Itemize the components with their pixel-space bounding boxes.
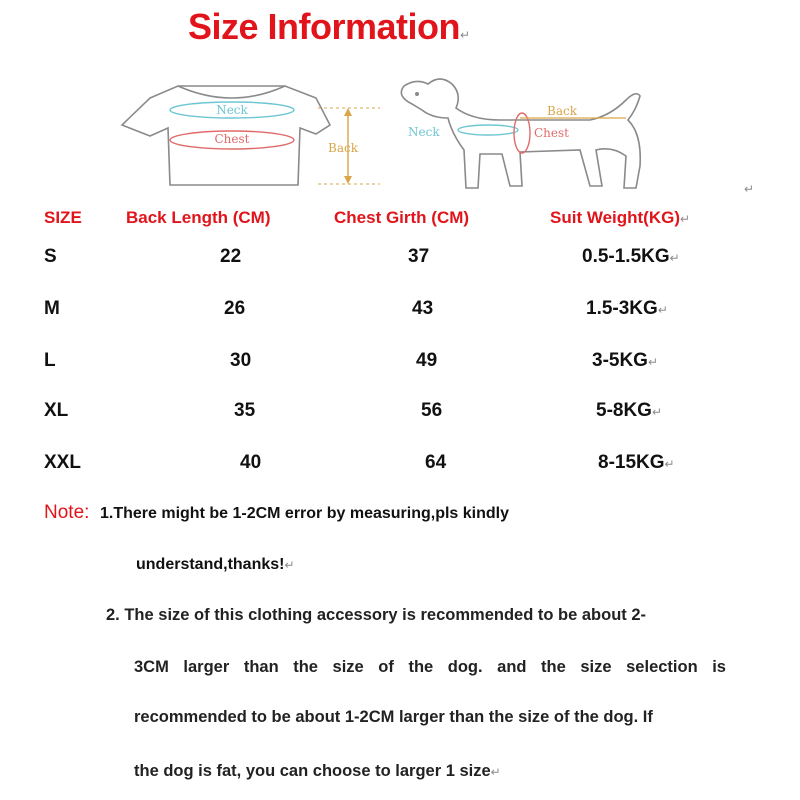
table-cell-chest: 49 (416, 350, 438, 371)
table-cell-weight: 0.5-1.5KG↵ (582, 246, 680, 267)
table-cell-back: 22 (220, 246, 242, 267)
dog-back-label: Back (547, 104, 577, 118)
shirt-back-label: Back (328, 141, 358, 155)
dog-chest-label: Chest (534, 126, 569, 140)
note-line-2a: 2. The size of this clothing accessory is recommended to be about 2- (106, 606, 647, 624)
page-title (188, 6, 470, 48)
header-chest-girth: Chest Girth (CM) (334, 208, 470, 227)
dog-chest-line (514, 113, 530, 153)
note-line-2c: recommended to be about 1-2CM larger than the size of the dog. If (134, 708, 653, 726)
note-line-1b: understand,thanks!↵ (136, 556, 295, 573)
dog-neck-line (458, 125, 518, 135)
dog-neck-label: Neck (408, 125, 440, 139)
table-cell-chest: 64 (425, 452, 447, 473)
table-cell-chest: 37 (408, 246, 430, 267)
table-cell-back: 26 (224, 298, 246, 319)
table-cell-size: XL (44, 400, 69, 421)
note-line-1: 1.There might be 1-2CM error by measuring,pls kindly (100, 505, 509, 522)
header-suit-weight: Suit Weight(KG)↵ (550, 208, 691, 227)
table-cell-weight: 1.5-3KG↵ (586, 298, 668, 319)
table-cell-chest: 43 (412, 298, 434, 319)
table-cell-back: 35 (234, 400, 256, 421)
table-cell-weight: 3-5KG↵ (592, 350, 659, 371)
shirt-neck-label: Neck (216, 103, 248, 117)
header-back-length: Back Length (CM) (126, 208, 271, 227)
table-cell-size: S (44, 246, 57, 267)
table-cell-size: XXL (44, 452, 81, 473)
measurement-diagram (0, 70, 800, 200)
table-cell-back: 40 (240, 452, 262, 473)
return-mark: ↵ (460, 28, 470, 42)
table-cell-size: L (44, 350, 56, 371)
return-mark: ↵ (744, 182, 755, 196)
shirt-chest-label: Chest (214, 132, 250, 146)
note-label: Note: (44, 502, 90, 523)
table-cell-weight: 5-8KG↵ (596, 400, 663, 421)
table-cell-weight: 8-15KG↵ (598, 452, 675, 473)
title-text: Size Information (188, 6, 461, 47)
note-line-2b: 3CM larger than the size of the dog. and the size selection is (134, 658, 726, 676)
note-line-2d: the dog is fat, you can choose to larger 1 size↵ (134, 762, 501, 780)
header-size: SIZE (44, 208, 82, 227)
table-cell-chest: 56 (421, 400, 443, 421)
table-cell-size: M (44, 298, 60, 319)
table-cell-back: 30 (230, 350, 252, 371)
